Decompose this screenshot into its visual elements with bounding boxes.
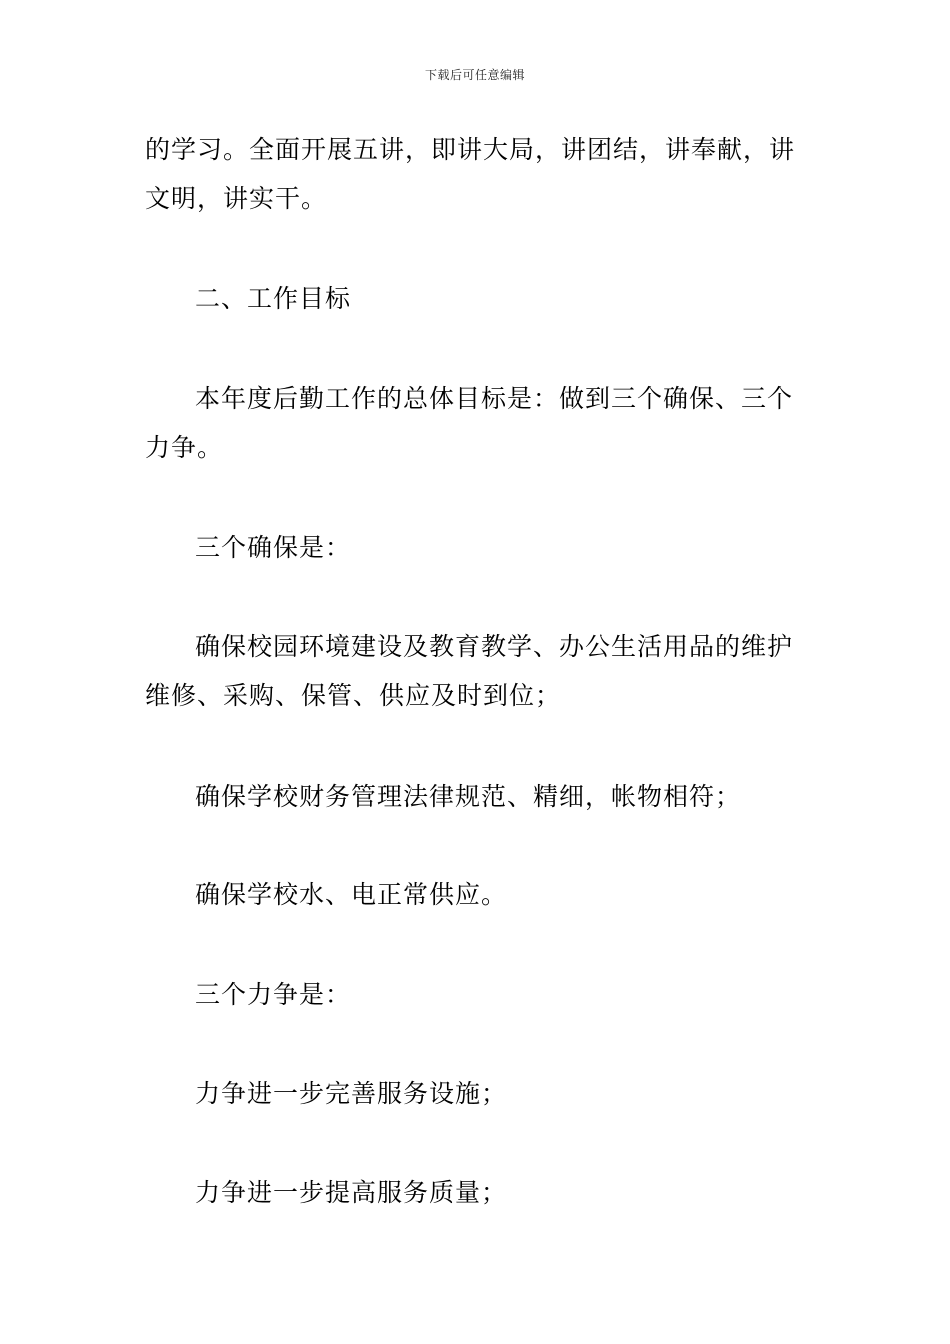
- paragraph-ensure-2: 确保学校财务管理法律规范、精细，帐物相符；: [195, 782, 742, 811]
- section-heading: 二、工作目标: [195, 284, 352, 313]
- paragraph-ensure-1: 确保校园环境建设及教育教学、办公生活用品的维护维修、采购、保管、供应及时到位；: [145, 632, 794, 710]
- paragraph-goal: 本年度后勤工作的总体目标是：做到三个确保、三个力争。: [145, 384, 794, 462]
- paragraph-strive-1: 力争进一步完善服务设施；: [195, 1079, 508, 1108]
- paragraph-strive-2: 力争进一步提高服务质量；: [195, 1178, 508, 1207]
- paragraph-continuation: 的学习。全面开展五讲，即讲大局，讲团结，讲奉献，讲文明，讲实干。: [145, 135, 796, 213]
- paragraph-three-ensures: 三个确保是：: [195, 533, 352, 562]
- paragraph-ensure-3: 确保学校水、电正常供应。: [195, 880, 508, 909]
- paragraph-three-strives: 三个力争是：: [195, 980, 352, 1009]
- header-note: 下载后可任意编辑: [424, 68, 525, 82]
